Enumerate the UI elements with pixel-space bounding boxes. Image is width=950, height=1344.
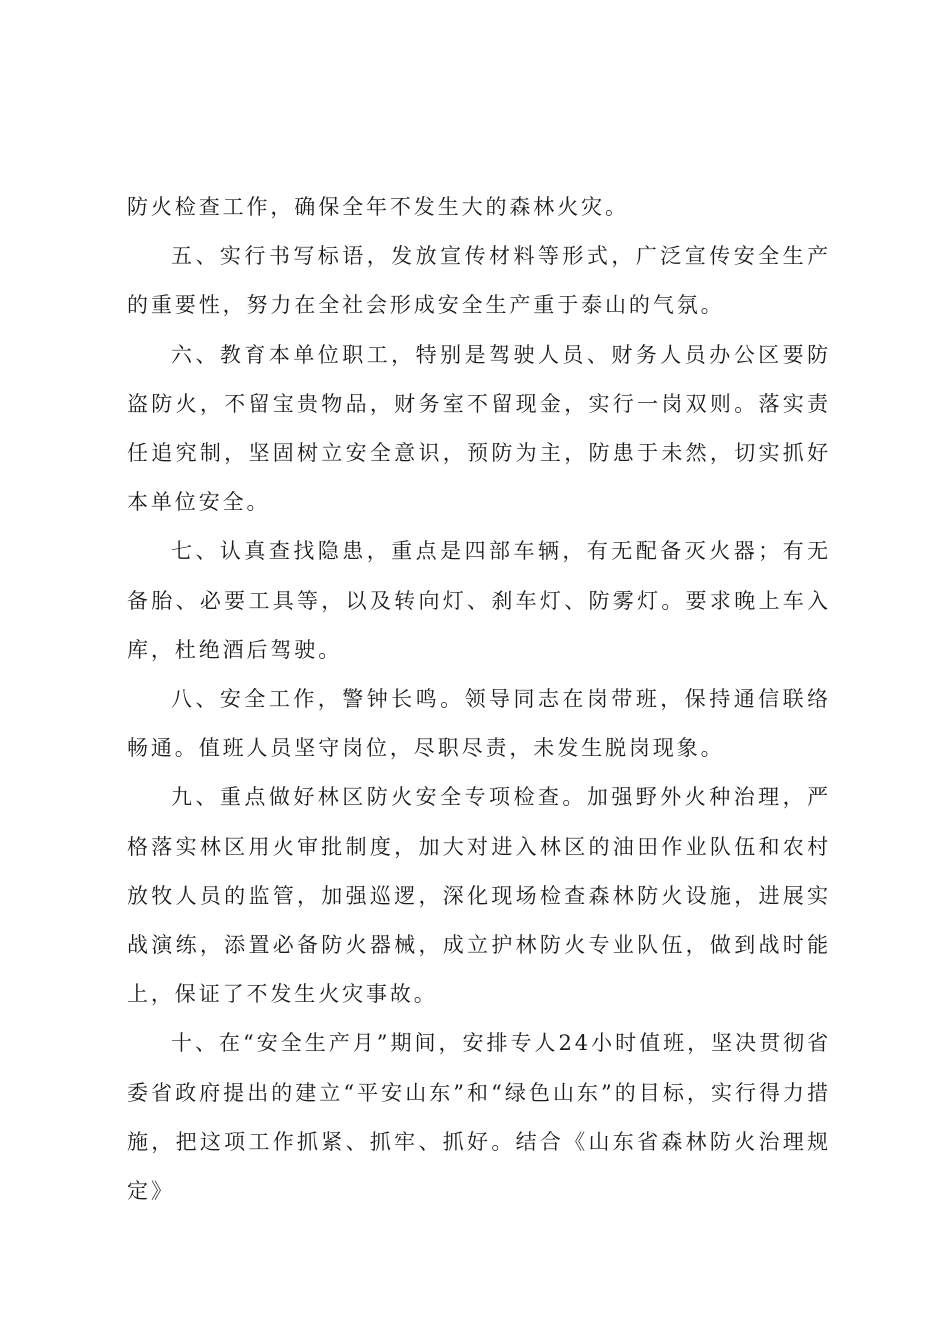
paragraph-item-5: 五、实行书写标语，发放宣传材料等形式，广泛宣传安全生产的重要性，努力在全社会形成安全生产重于泰山的气氛。 bbox=[127, 244, 831, 318]
paragraph-item-10: 十、在“安全生产月”期间，安排专人24小时值班，坚决贯彻省委省政府提出的建立“平安山东”和“绿色山东”的目标，实行得力措施，把这项工作抓紧、抓牢、抓好。结合《山东省森林防火治理规定》 bbox=[127, 1031, 831, 1204]
document-body bbox=[127, 183, 831, 1216]
paragraph-item-7: 七、认真查找隐患，重点是四部车辆，有无配备灭火器；有无备胎、必要工具等，以及转向灯、刹车灯、防雾灯。要求晚上车入库，杜绝酒后驾驶。 bbox=[127, 539, 831, 662]
paragraph-item-8: 八、安全工作，警钟长鸣。领导同志在岗带班，保持通信联络畅通。值班人员坚守岗位，尽职尽责，未发生脱岗现象。 bbox=[127, 687, 831, 761]
paragraph-fire-inspection-continuation: 防火检查工作，确保全年不发生大的森林火灾。 bbox=[127, 195, 629, 219]
paragraph-item-9: 九、重点做好林区防火安全专项检查。加强野外火种治理，严格落实林区用火审批制度，加大对进入林区的油田作业队伍和农村放牧人员的监管，加强巡逻，深化现场检查森林防火设施，进展实战演练，添置必备防火器械，成立护林防火专业队伍，做到战时能上，保证了不发生火灾事故。 bbox=[127, 785, 831, 1007]
paragraph-item-6: 六、教育本单位职工，特别是驾驶人员、财务人员办公区要防盗防火，不留宝贵物品，财务室不留现金，实行一岗双则。落实责任追究制，坚固树立安全意识，预防为主，防患于未然，切实抓好本单位安全。 bbox=[127, 342, 831, 515]
